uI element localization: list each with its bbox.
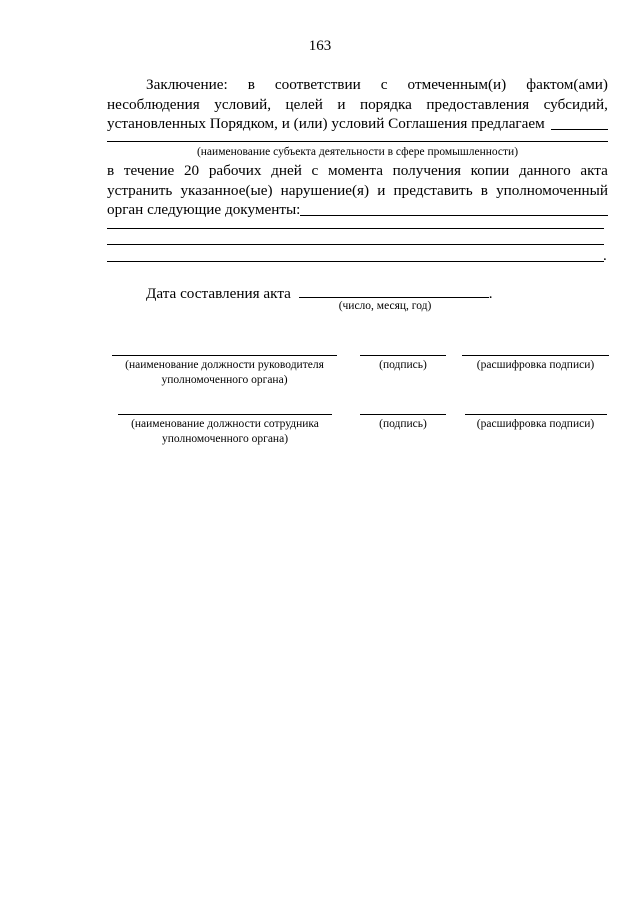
- documents-blank-line: [107, 261, 604, 262]
- conclusion-line-2: [107, 95, 608, 115]
- word: рабочих: [208, 162, 262, 179]
- word: в: [107, 162, 115, 179]
- head-signature-decoding-caption: (расшифровка подписи): [476, 359, 595, 371]
- word: данного: [518, 162, 571, 179]
- word: субсидий,: [543, 95, 608, 113]
- employee-position-caption-line-2: уполномоченного органа): [161, 433, 289, 445]
- word: несоблюдения: [107, 95, 200, 113]
- employee-signature-blank: [360, 414, 446, 415]
- act-date-end-period: .: [488, 285, 493, 302]
- word: устранить: [107, 181, 173, 199]
- documents-blank-line: [107, 244, 604, 245]
- documents-blank-line: [107, 228, 604, 229]
- word: и: [377, 181, 386, 199]
- conclusion-line-3-text: установленных Порядком, и (или) условий Соглашения предлагаем: [107, 115, 545, 132]
- employee-signature-caption: (подпись): [379, 418, 427, 430]
- conclusion-line-3: [107, 114, 608, 134]
- word: целей: [285, 95, 323, 113]
- word: получения: [392, 162, 461, 179]
- word: уполномоченный: [496, 181, 608, 199]
- act-date-blank: [299, 283, 489, 298]
- head-signature-caption: (подпись): [379, 359, 427, 371]
- head-position-caption-line-1: (наименование должности руководителя: [125, 359, 324, 371]
- word: отмеченным(и): [407, 76, 507, 93]
- word: и: [337, 95, 346, 113]
- word: предоставления: [426, 95, 530, 113]
- head-signature-decoding-blank: [462, 355, 609, 356]
- head-position-caption-line-2: уполномоченного органа): [161, 374, 288, 386]
- word: момента: [327, 162, 383, 179]
- word: с: [311, 162, 319, 179]
- word: представить: [393, 181, 473, 199]
- proposal-blank: [551, 114, 608, 130]
- conclusion-paragraph-continued: [107, 161, 608, 220]
- word: акта: [580, 162, 608, 179]
- conclusion-line-6-text: орган следующие документы:: [107, 201, 301, 218]
- word: фактом(ами): [526, 76, 608, 93]
- documents-end-period: .: [603, 248, 607, 264]
- act-date-label: Дата составления акта: [146, 285, 291, 302]
- word: указанное(ые): [180, 181, 273, 199]
- head-position-blank: [112, 355, 337, 356]
- conclusion-line-6: [107, 200, 608, 220]
- page-number: 163: [308, 38, 332, 54]
- word: 20: [183, 162, 200, 179]
- word: соответствии: [274, 76, 361, 93]
- word: копии: [470, 162, 510, 179]
- subject-caption: (наименование субъекта деятельности в сфере промышленности): [196, 146, 519, 158]
- head-signature-blank: [360, 355, 446, 356]
- word: течение: [123, 162, 175, 179]
- word: Заключение:: [146, 76, 228, 93]
- word: нарушение(я): [280, 181, 370, 199]
- head-position-caption: [106, 358, 343, 388]
- employee-signature-decoding-caption: (расшифровка подписи): [476, 418, 595, 430]
- act-date-caption: (число, месяц, год): [338, 300, 432, 312]
- conclusion-line-5: [107, 181, 608, 201]
- documents-blank: [300, 200, 608, 216]
- employee-position-blank: [118, 414, 332, 415]
- word: в: [480, 181, 488, 199]
- conclusion-line-4: [107, 161, 608, 181]
- conclusion-paragraph: [107, 75, 608, 134]
- employee-signature-decoding-blank: [465, 414, 607, 415]
- subject-name-blank: [107, 141, 608, 142]
- word: порядка: [359, 95, 412, 113]
- employee-position-caption-line-1: (наименование должности сотрудника: [131, 418, 319, 430]
- word: с: [380, 76, 388, 93]
- word: условий,: [214, 95, 272, 113]
- word: в: [247, 76, 255, 93]
- word: дней: [271, 162, 302, 179]
- employee-position-caption: [110, 417, 340, 447]
- conclusion-line-1: [107, 75, 608, 95]
